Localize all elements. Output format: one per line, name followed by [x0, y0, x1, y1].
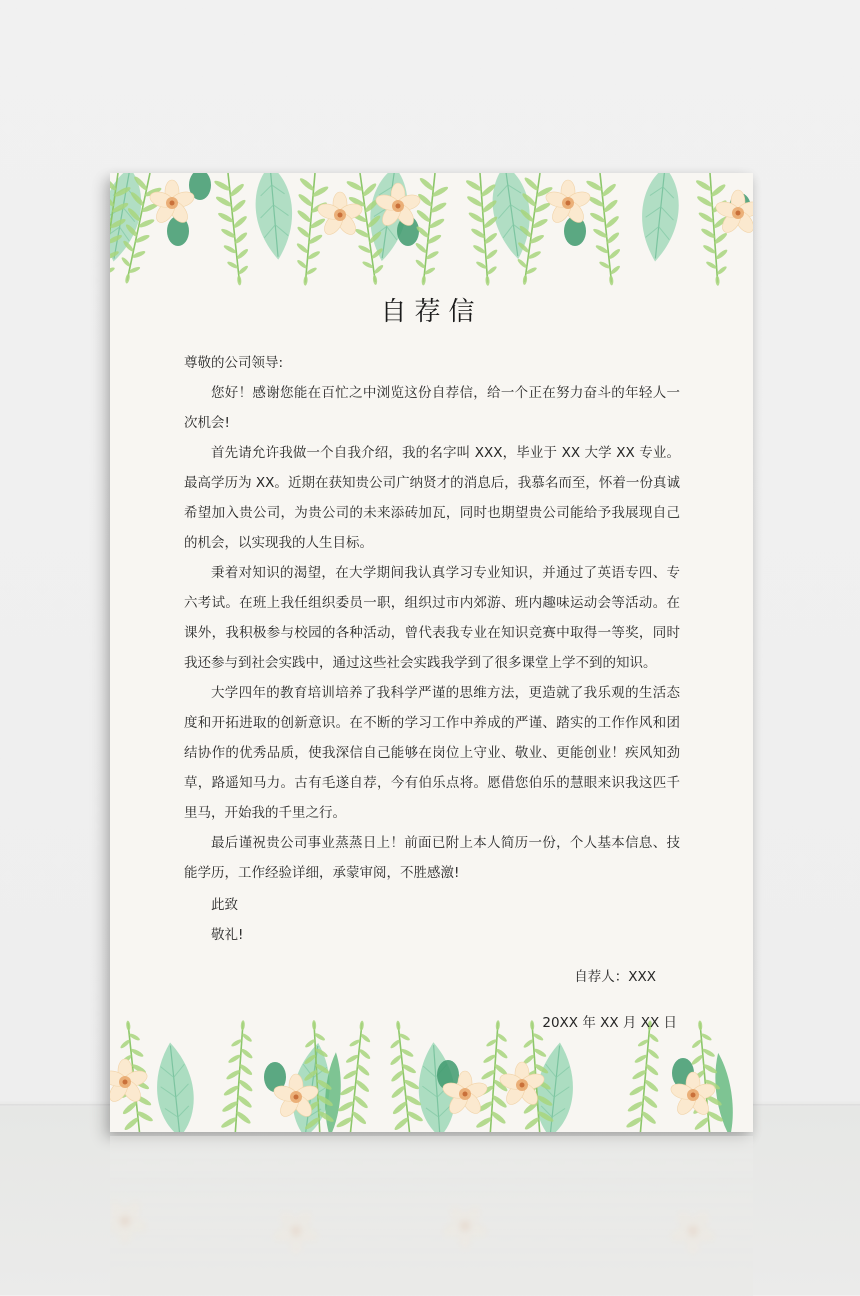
reflection-foliage-icon — [110, 1136, 753, 1271]
paragraph-closing-wishes: 最后谨祝贵公司事业蒸蒸日上！前面已附上本人简历一份，个人基本信息、技能学历，工作经验详细，承蒙审阅，不胜感激! — [184, 835, 680, 881]
top-foliage-border-icon — [110, 173, 753, 308]
paragraph-introduction: 首先请允许我做一个自我介绍，我的名字叫 XXX，毕业于 XX 大学 XX 专业。最高学历为 XX。近期在获知贵公司广纳贤才的消息后，我慕名而至，怀着一份真诚希望加入贵公司，为贵公司的未来添砖加瓦，同时也期望贵公司能给予我展现自己的机会，以实现我的人生目标。 — [184, 445, 680, 551]
closing-line-cizhi: 此致 — [211, 897, 238, 913]
page-reflection — [110, 1136, 753, 1296]
paragraph-greeting: 您好！感谢您能在百忙之中浏览这份自荐信，给一个正在努力奋斗的年轻人一次机会! — [184, 385, 680, 431]
salutation: 尊敬的公司领导: — [184, 355, 284, 371]
letter-body — [184, 348, 680, 950]
signer-name: 自荐人：XXX — [574, 969, 656, 985]
closing-line-jingli: 敬礼! — [211, 927, 244, 943]
paragraph-qualities: 大学四年的教育培训培养了我科学严谨的思维方法，更造就了我乐观的生活态度和开拓进取的创新意识。在不断的学习工作中养成的严谨、踏实的工作作风和团结协作的优秀品质，使我深信自己能够在岗位上守业、敬业、更能创业！疾风知劲草，路遥知马力。古有毛遂自荐，今有伯乐点将。愿借您伯乐的慧眼来识我这匹千里马，开始我的千里之行。 — [184, 685, 680, 821]
letter-title: 自荐信 — [380, 297, 483, 327]
letter-page — [110, 173, 753, 1132]
letter-date: 20XX 年 XX 月 XX 日 — [542, 1015, 677, 1031]
paragraph-university-experience: 秉着对知识的渴望，在大学期间我认真学习专业知识，并通过了英语专四、专六考试。在班上我任组织委员一职，组织过市内郊游、班内趣味运动会等活动。在课外，我积极参与校园的各种活动，曾代表我专业在知识竞赛中取得一等奖，同时我还参与到社会实践中，通过这些社会实践我学到了很多课堂上学不到的知识。 — [184, 565, 680, 671]
